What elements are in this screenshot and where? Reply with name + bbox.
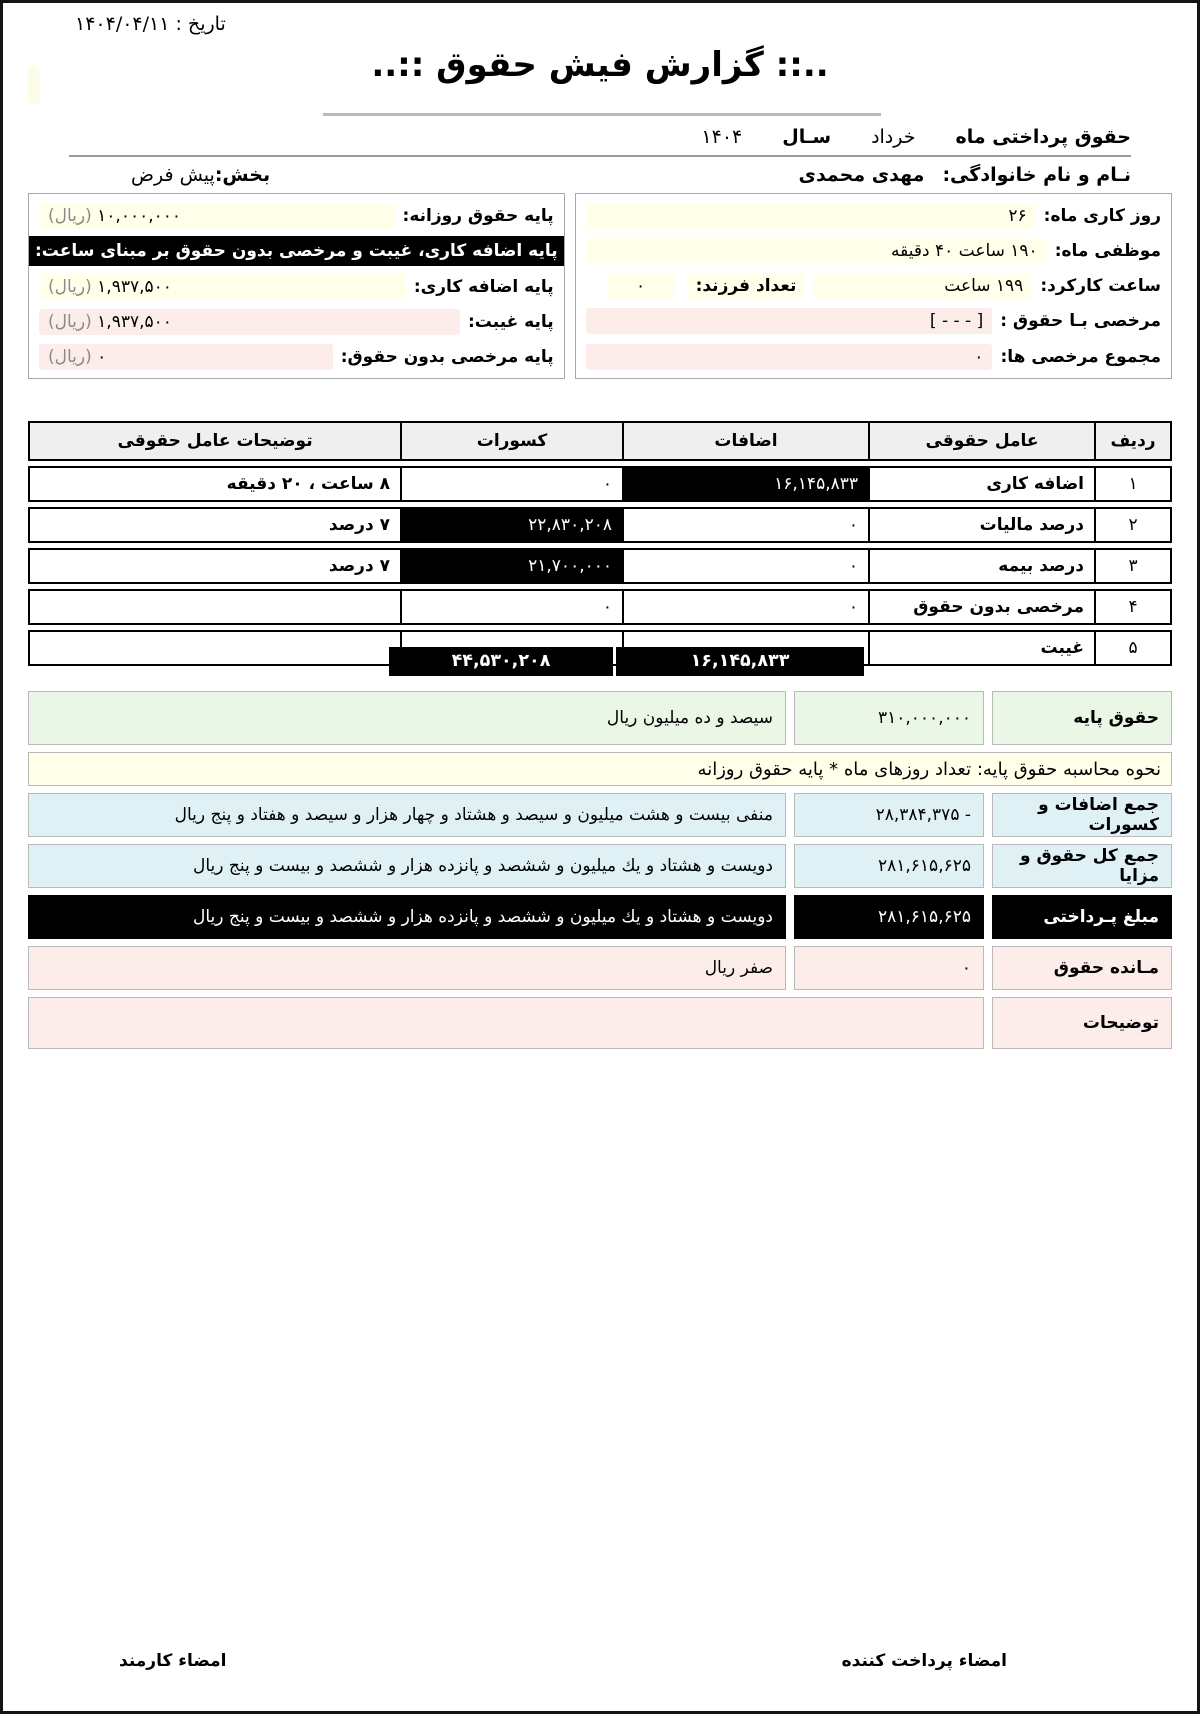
- column-header-deductions: کسورات: [402, 423, 624, 459]
- payer-signature-label: امضاء پرداخت کننده: [841, 1651, 1007, 1671]
- title-divider: [323, 113, 881, 116]
- net-adjust-amount: [794, 793, 984, 837]
- deductions-value: ۰: [402, 468, 624, 500]
- leaves-total-row: [586, 342, 1161, 371]
- net-adjust-row: [28, 793, 1172, 837]
- balance-row: [28, 946, 1172, 990]
- row-no: ۴: [1128, 597, 1138, 617]
- pay-year-label: سـال: [782, 126, 832, 148]
- unpaid-leave-base-value: [39, 344, 333, 370]
- duty-hours-value: ۱۹۰ ساعت ۴۰ دقیقه: [586, 238, 1047, 264]
- employee-row: [69, 161, 1131, 189]
- additions-value: ۰: [624, 550, 870, 582]
- overtime-base-row: [39, 272, 554, 301]
- employee-signature-label: امضاء کارمند: [119, 1651, 227, 1671]
- absence-base-row: [39, 307, 554, 336]
- factor-name: مرخصی بدون حقوق: [870, 591, 1096, 623]
- pay-period-row: [69, 119, 1131, 157]
- column-totals-row: [28, 647, 1172, 676]
- work-days-value: ۲۶: [586, 203, 1036, 229]
- amount-number: ۲۸۱,۶۱۵,۶۲۵: [878, 907, 971, 927]
- balance-words: صفر ریال: [28, 946, 786, 990]
- additions-value: ۱۶,۱۴۵,۸۳۳: [624, 468, 870, 500]
- work-days-label: روز کاری ماه:: [1043, 205, 1161, 226]
- overtime-base-number: ۱,۹۳۷,۵۰۰: [97, 276, 172, 297]
- calc-note: نحوه محاسبه حقوق پایه: تعداد روزهای ماه * پایه حقوق روزانه: [28, 752, 1172, 786]
- additions-value: ۰: [624, 591, 870, 623]
- employee-name-value: مهدی محمدی: [798, 164, 925, 186]
- factor-note: ۷ درصد: [30, 550, 402, 582]
- notes-label: توضیحات: [992, 997, 1172, 1049]
- worked-hours-value: ۱۹۹ ساعت: [814, 273, 1032, 299]
- net-adjust-words: منفی بیست و هشت میلیون و سیصد و هشتاد و چهار هزار و سیصد و هفتاد و پنج ریال: [28, 793, 786, 837]
- amount-number: ۳۱۰,۰۰۰,۰۰۰: [878, 708, 971, 728]
- paid-leave-label: مرخصی بـا حقوق :: [1000, 311, 1161, 332]
- paid-leave-row: [586, 307, 1161, 336]
- table-row-overtime: [28, 466, 1172, 502]
- daily-base-row: [39, 201, 554, 230]
- balance-label: مـانده حقوق: [992, 946, 1172, 990]
- page-title: ..:: گزارش فیش حقوق ::..: [371, 45, 829, 85]
- pay-month-value: خرداد: [871, 126, 916, 148]
- paid-amount-words: دویست و هشتاد و یك میلیون و ششصد و پانزده هزار و ششصد و بیست و پنج ریال: [28, 895, 786, 939]
- base-salary-label: حقوق پایه: [992, 691, 1172, 745]
- deductions-value: ۲۲,۸۳۰,۲۰۸: [402, 509, 624, 541]
- daily-base-number: ۱۰,۰۰۰,۰۰۰: [97, 205, 182, 226]
- factor-name: اضافه کاری: [870, 468, 1096, 500]
- totals-spacer: [864, 647, 1172, 676]
- employee-name-label: نـام و نام خانوادگی:: [942, 164, 1131, 186]
- worked-hours-row: [586, 272, 1161, 301]
- row-no: ۱: [1128, 474, 1138, 494]
- unpaid-leave-base-number: ۰: [97, 346, 107, 367]
- currency-unit: (ریال): [48, 276, 92, 297]
- amount-number: ۲۸۱,۶۱۵,۶۲۵: [878, 856, 971, 876]
- daily-base-label: پایه حقوق روزانه:: [402, 205, 554, 226]
- deductions-value: ۰: [402, 591, 624, 623]
- absence-base-value: [39, 309, 460, 335]
- factor-name: غیبت: [870, 632, 1096, 664]
- duty-hours-label: موظفی ماه:: [1054, 240, 1161, 261]
- balance-amount: [794, 946, 984, 990]
- department-label: بخش:: [214, 164, 271, 186]
- info-boxes: [28, 193, 1172, 379]
- row-no: ۵: [1128, 638, 1138, 658]
- unpaid-leave-base-row: [39, 342, 554, 371]
- deductions-value: ۲۱,۷۰۰,۰۰۰: [402, 550, 624, 582]
- factor-note: ۸ ساعت ، ۲۰ دقیقه: [30, 468, 402, 500]
- factor-name: درصد مالیات: [870, 509, 1096, 541]
- currency-unit: (ریال): [48, 346, 92, 367]
- gross-total-words: دویست و هشتاد و یك میلیون و ششصد و پانزده هزار و ششصد و بیست و پنج ریال: [28, 844, 786, 888]
- base-salary-amount: [794, 691, 984, 745]
- department: [131, 164, 270, 186]
- leaves-total-value: ۰: [586, 344, 993, 370]
- paid-amount-label: مبلغ پـرداختی: [992, 895, 1172, 939]
- gross-total-amount: [794, 844, 984, 888]
- worked-hours-label: ساعت کارکرد:: [1040, 276, 1161, 296]
- pay-year-value: ۱۴۰۴: [701, 126, 743, 148]
- table-row-unpaid-leave: [28, 589, 1172, 625]
- children-count-value: ۰: [608, 273, 674, 299]
- additions-total: ۱۶,۱۴۵,۸۳۳: [616, 647, 864, 676]
- additions-value: ۰: [624, 509, 870, 541]
- table-row-tax: [28, 507, 1172, 543]
- table-row-insurance: [28, 548, 1172, 584]
- work-days-row: [586, 201, 1161, 230]
- amount-number: ۲۸,۳۸۴,۳۷۵ -: [875, 805, 971, 825]
- hourly-basis-banner: پایه اضافه کاری، غیبت و مرخصی بدون حقوق بر مبنای ساعت:: [29, 236, 564, 266]
- row-no: ۳: [1128, 556, 1138, 576]
- gross-total-label: جمع کل حقوق و مزایا: [992, 844, 1172, 888]
- paid-amount-row: [28, 895, 1172, 939]
- column-header-notes: توضیحات عامل حقوقی: [30, 423, 402, 459]
- absence-base-label: پایه غیبت:: [467, 311, 554, 332]
- report-date: تاریخ : ۱۴۰۴/۰۴/۱۱: [75, 13, 226, 35]
- gross-total-row: [28, 844, 1172, 888]
- row-no: ۲: [1128, 515, 1138, 535]
- department-value: پیش فرض: [131, 164, 215, 186]
- factor-note: [30, 591, 402, 623]
- factor-note: ۷ درصد: [30, 509, 402, 541]
- base-salary-words: سیصد و ده میلیون ریال: [28, 691, 786, 745]
- base-salary-row: [28, 691, 1172, 745]
- overtime-base-value: [39, 274, 406, 300]
- unpaid-leave-base-label: پایه مرخصی بدون حقوق:: [340, 346, 554, 367]
- leaves-total-label: مجموع مرخصی ها:: [1000, 346, 1161, 367]
- children-count-label: تعداد فرزند:: [688, 273, 805, 299]
- paid-amount-value: [794, 895, 984, 939]
- summary-section: [28, 691, 1172, 1056]
- daily-base-value: [39, 203, 395, 229]
- overtime-base-label: پایه اضافه کاری:: [413, 276, 554, 297]
- amount-number: ۰: [961, 958, 971, 978]
- absence-base-number: ۱,۹۳۷,۵۰۰: [97, 311, 172, 332]
- duty-hours-row: [586, 236, 1161, 265]
- table-header-row: [28, 421, 1172, 461]
- net-adjust-label: جمع اضافات و کسورات: [992, 793, 1172, 837]
- notes-value: [28, 997, 984, 1049]
- salary-factors-table: [28, 421, 1172, 671]
- column-header-row-no: ردیف: [1096, 423, 1170, 459]
- paid-leave-value: [ - - - ]: [586, 308, 993, 334]
- base-rates-box: [28, 193, 565, 379]
- deductions-total: ۴۴,۵۳۰,۲۰۸: [389, 647, 613, 676]
- column-header-additions: اضافات: [624, 423, 870, 459]
- work-info-box: [575, 193, 1172, 379]
- calc-note-row: [28, 752, 1172, 786]
- currency-unit: (ریال): [48, 311, 92, 332]
- notes-row: [28, 997, 1172, 1049]
- currency-unit: (ریال): [48, 205, 92, 226]
- column-header-factor: عامل حقوقی: [870, 423, 1096, 459]
- pay-month-label: حقوق پرداختی ماه: [955, 126, 1131, 148]
- factor-name: درصد بیمه: [870, 550, 1096, 582]
